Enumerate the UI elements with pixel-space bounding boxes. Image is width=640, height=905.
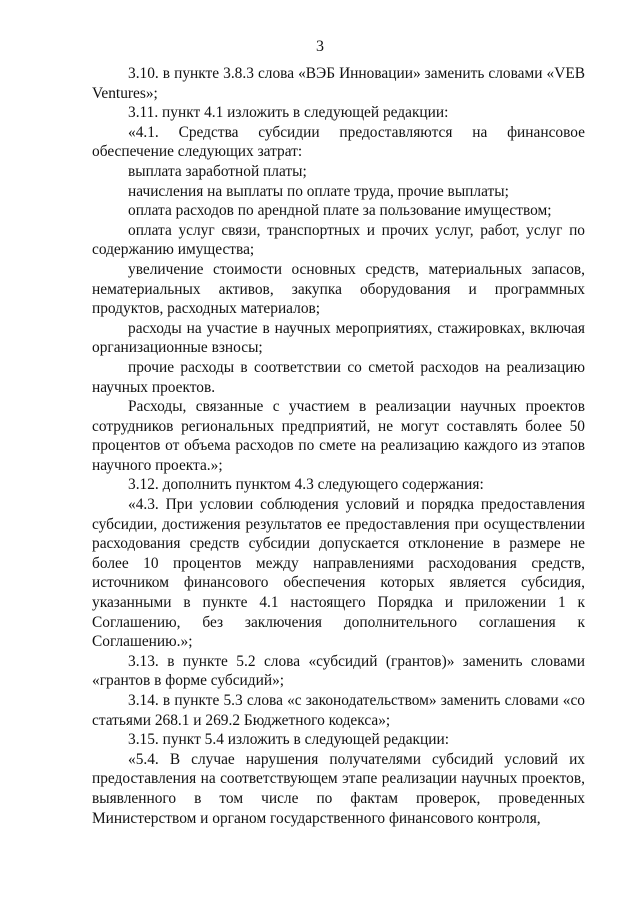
page-number: 3 — [316, 38, 324, 55]
paragraph-3-14: 3.14. в пункте 5.3 слова «с законодательством» заменить словами «со статьями 268.1 и 269.2 Бюджетного кодекса»; — [92, 692, 585, 729]
document-body — [92, 64, 585, 828]
list-item-salary: выплата заработной платы; — [128, 162, 307, 180]
paragraph-3-12: 3.12. дополнить пунктом 4.3 следующего содержания: — [128, 476, 484, 494]
paragraph-regional-staff: Расходы, связанные с участием в реализации научных проектов сотрудников региональных предприятий, не могут составлять более 50 процентов от объема расходов по смете на реализацию каждого из этапов научного проекта.»; — [92, 398, 585, 474]
paragraph-5-4: «5.4. В случае нарушения получателями субсидий условий их предоставления на соответствующем этапе реализации научных проектов, выявленного в том числе по фактам проверок, проведенных Министерством и органом государственного финансового контроля, — [92, 750, 585, 827]
list-item-other-expenses: прочие расходы в соответствии со сметой расходов на реализацию научных проектов. — [92, 358, 585, 396]
list-item-payroll-charges: начисления на выплаты по оплате труда, прочие выплаты; — [128, 182, 509, 200]
list-item-services: оплата услуг связи, транспортных и прочих услуг, работ, услуг по содержанию имущества; — [92, 221, 585, 259]
paragraph-3-10: 3.10. в пункте 3.8.3 слова «ВЭБ Инновации» заменить словами «VEB Ventures»; — [92, 65, 585, 102]
list-item-fixed-assets: увеличение стоимости основных средств, материальных запасов, нематериальных активов, закупка оборудования и программных продуктов, расходных материалов; — [92, 260, 585, 318]
list-item-rent: оплата расходов по арендной плате за пользование имуществом; — [128, 202, 552, 220]
list-item-events: расходы на участие в научных мероприятиях, стажировках, включая организационные взносы; — [92, 319, 585, 357]
paragraph-4-1-intro: «4.1. Средства субсидии предоставляются на финансовое обеспечение следующих затрат: — [92, 123, 585, 161]
paragraph-3-15: 3.15. пункт 5.4 изложить в следующей редакции: — [128, 731, 449, 749]
paragraph-3-11: 3.11. пункт 4.1 изложить в следующей редакции: — [128, 104, 449, 122]
paragraph-3-13: 3.13. в пункте 5.2 слова «субсидий (грантов)» заменить словами «грантов в форме субсидий»; — [92, 652, 585, 690]
paragraph-4-3: «4.3. При условии соблюдения условий и порядка предоставления субсидии, достижения результатов ее предоставления при осуществлении расходования средств субсидии допускается отклонение в размере не более 10 процентов между направлениями расходования средств, источником финансового обеспечения которых является субсидия, указанными в пункте 4.1 настоящего Порядка и приложении 1 к Соглашению, без заключения дополнительного соглашения к Соглашению.»; — [92, 496, 585, 651]
